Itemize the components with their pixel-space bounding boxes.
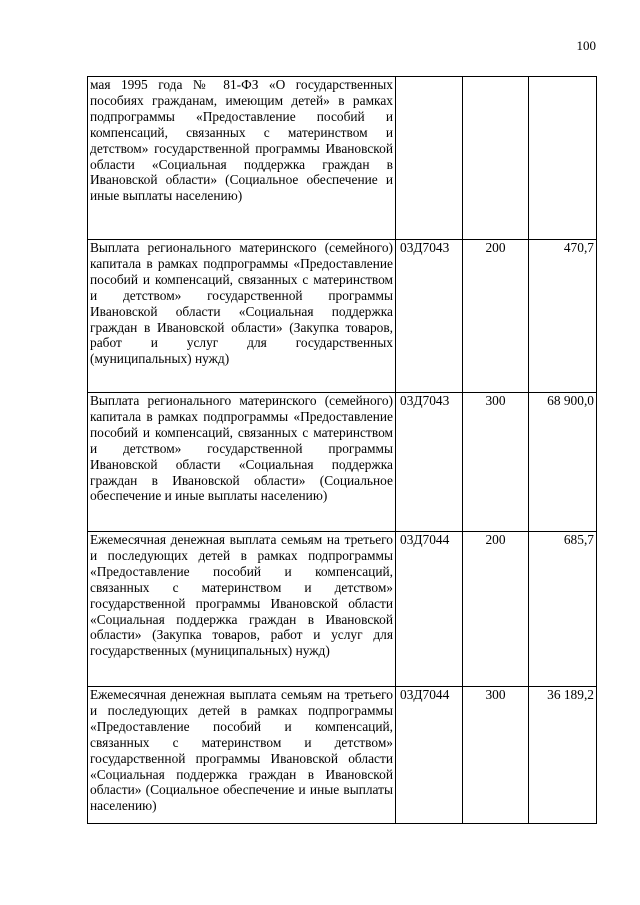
amount-value: 36 189,2 (529, 687, 597, 824)
expense-type-code: 200 (463, 532, 529, 687)
amount-value: 470,7 (529, 240, 597, 393)
row-description: Ежемесячная денежная выплата семьям на третьего и последующих детей в рамках подпрограммы «Предоставление пособий и компенсаций, связанных с материнством и детством» государственной программы Ивановской области «Социальная поддержка граждан в Ивановской области» (Закупка товаров, работ и услуг для государственных (муниципальных) нужд) (88, 532, 396, 687)
expense-type-code: 300 (463, 687, 529, 824)
row-description: Выплата регионального материнского (семейного) капитала в рамках подпрограммы «Предоставление пособий и компенсаций, связанных с материнством и детством» государственной программы Ивановской области «Социальная поддержка граждан в Ивановской области» (Закупка товаров, работ и услуг для государственных (муниципальных) нужд) (88, 240, 396, 393)
target-article-code (396, 77, 463, 240)
expense-type-code: 300 (463, 393, 529, 532)
target-article-code: 03Д7044 (396, 687, 463, 824)
row-description: Ежемесячная денежная выплата семьям на третьего и последующих детей в рамках подпрограммы «Предоставление пособий и компенсаций, связанных с материнством и детством» государственной программы Ивановской области «Социальная поддержка граждан в Ивановской области» (Социальное обеспечение и иные выплаты населению) (88, 687, 396, 824)
target-article-code: 03Д7043 (396, 393, 463, 532)
table-row (88, 77, 597, 240)
table-row (88, 687, 597, 824)
amount-value: 685,7 (529, 532, 597, 687)
budget-table (87, 76, 597, 824)
target-article-code: 03Д7044 (396, 532, 463, 687)
expense-type-code: 200 (463, 240, 529, 393)
amount-value: 68 900,0 (529, 393, 597, 532)
expense-type-code (463, 77, 529, 240)
table-row (88, 240, 597, 393)
target-article-code: 03Д7043 (396, 240, 463, 393)
amount-value (529, 77, 597, 240)
page-number: 100 (576, 38, 596, 53)
table-row (88, 393, 597, 532)
row-description: Выплата регионального материнского (семейного) капитала в рамках подпрограммы «Предоставление пособий и компенсаций, связанных с материнством и детством» государственной программы Ивановской области «Социальная поддержка граждан в Ивановской области» (Социальное обеспечение и иные выплаты населению) (88, 393, 396, 532)
row-description: мая 1995 года № 81-ФЗ «О государственных пособиях гражданам, имеющим детей» в рамках подпрограммы «Предоставление пособий и компенсаций, связанных с материнством и детством» государственной программы Ивановской области «Социальная поддержка граждан в Ивановской области» (Социальное обеспечение и иные выплаты населению) (88, 77, 396, 240)
table-row (88, 532, 597, 687)
